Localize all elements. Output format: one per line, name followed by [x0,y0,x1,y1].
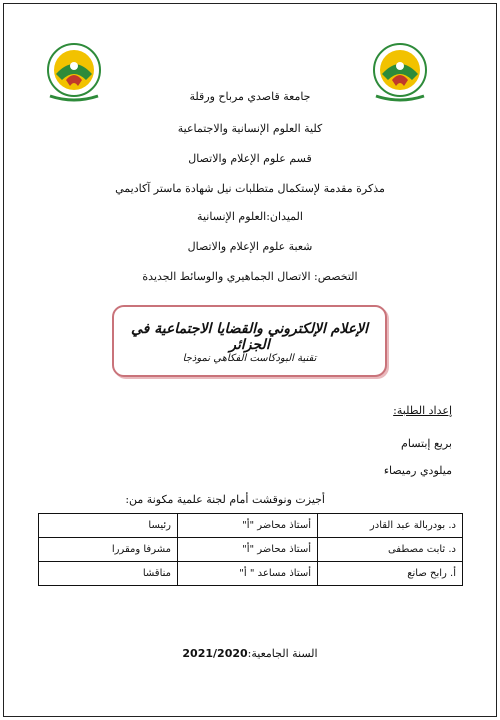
academic-year-value: 2021/2020 [182,647,248,660]
field-label: الميدان:العلوم الإنسانية [197,210,303,223]
academic-year [0,647,500,660]
faculty-name: كلية العلوم الإنسانية والاجتماعية [177,122,323,135]
member-role: مناقشا [39,562,178,586]
thesis-type: مذكرة مقدمة لإستكمال متطلبات نيل شهادة ماستر آكاديمي [115,182,385,195]
department-name: قسم علوم الإعلام والاتصال [188,152,312,165]
member-name: أ. رابح صانع [318,562,463,586]
member-name: د. بودربالة عبد القادر [318,514,463,538]
thesis-title: الإعلام الإلكتروني والقضايا الاجتماعية في الجزائر [130,321,368,353]
specialty-label: التخصص: الاتصال الجماهيري والوسائط الجديدة [142,270,358,283]
table-row [39,514,463,538]
member-role: مشرفا ومقررا [39,538,178,562]
committee-intro: أجيزت ونوقشت أمام لجنة علمية مكونة من: [125,493,325,506]
thesis-subtitle: تقنية البودكاست الفكاهي نموذجا [182,353,317,364]
committee-table [38,513,463,586]
member-rank: أستاذ محاضر "أ" [178,538,318,562]
student-name-2: ميلودي رميصاء [383,464,452,477]
member-name: د. ثابت مصطفى [318,538,463,562]
member-rank: أستاذ مساعد " أ" [178,562,318,586]
academic-year-label: السنة الجامعية: [247,647,318,660]
students-label: إعداد الطلبة: [393,404,452,417]
member-rank: أستاذ محاضر "أ" [178,514,318,538]
table-row [39,538,463,562]
branch-label: شعبة علوم الإعلام والاتصال [187,240,313,253]
student-name-1: بريع إبتسام [401,437,452,450]
thesis-title-box [112,305,387,377]
university-name: جامعة قاصدي مرباح ورقلة [189,90,311,103]
table-row [39,562,463,586]
member-role: رئيسا [39,514,178,538]
